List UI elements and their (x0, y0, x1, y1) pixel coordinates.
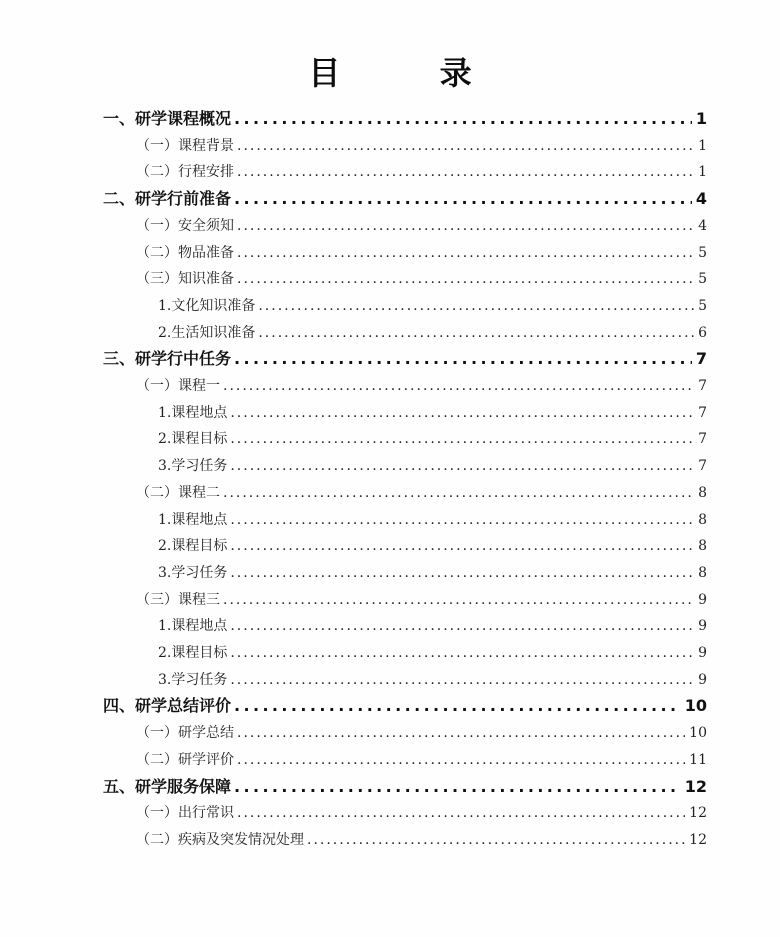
dot-leader (230, 507, 694, 533)
dot-leader (237, 133, 694, 159)
dot-leader (230, 560, 694, 586)
toc-entry-page-number: 4 (698, 217, 707, 234)
toc-entry-label: 1.文化知识准备 (158, 297, 256, 314)
toc-entry-label: 3.学习任务 (158, 458, 228, 475)
dot-leader (258, 320, 694, 346)
toc-entry-page-number: 9 (698, 618, 707, 635)
toc-entry-level-3[interactable] (158, 560, 707, 586)
toc-entry-page-number: 7 (698, 458, 707, 475)
toc-entry-level-3[interactable] (158, 667, 707, 693)
dot-leader (234, 186, 692, 212)
toc-entry-page-number: 5 (698, 271, 707, 288)
toc-entry-page-number: 12 (689, 831, 707, 848)
dot-leader (230, 613, 694, 639)
toc-entry-page-number: 7 (698, 431, 707, 448)
toc-entry-page-number: 12 (689, 805, 707, 822)
toc-entry-label: （二）研学评价 (136, 751, 234, 768)
toc-entry-level-2[interactable] (136, 133, 707, 159)
dot-leader (230, 533, 694, 559)
toc-entry-label: 二、研学行前准备 (103, 189, 232, 209)
toc-entry-label: 四、研学总结评价 (103, 696, 232, 716)
toc-entry-page-number: 1 (695, 109, 707, 128)
toc-entry-label: （一）研学总结 (136, 725, 234, 742)
toc-entry-level-3[interactable] (158, 507, 707, 533)
dot-leader (234, 346, 692, 372)
toc-entry-level-3[interactable] (158, 533, 707, 559)
toc-entry-page-number: 4 (695, 189, 707, 209)
toc-entry-label: （一）出行常识 (136, 805, 234, 822)
toc-entry-page-number: 8 (698, 564, 707, 581)
dot-leader (237, 800, 685, 826)
toc-entry-label: （三）知识准备 (136, 271, 234, 288)
toc-entry-label: 2.生活知识准备 (158, 324, 256, 341)
toc-entry-level-2[interactable] (136, 480, 707, 506)
toc-entry-page-number: 9 (698, 645, 707, 661)
toc-entry-level-2[interactable] (136, 747, 707, 773)
toc-entry-label: （二）课程二 (136, 484, 220, 501)
dot-leader (223, 587, 694, 613)
toc-entry-level-2[interactable] (136, 800, 707, 826)
dot-leader (230, 400, 694, 426)
toc-entry-level-3[interactable] (158, 293, 707, 319)
toc-entry-label: 2.课程目标 (158, 431, 228, 448)
toc-entry-label: （一）课程一 (136, 378, 220, 394)
toc-entry-label: 2.课程目标 (158, 645, 228, 661)
toc-entry-level-2[interactable] (136, 159, 707, 185)
toc-entry-page-number: 8 (698, 511, 707, 528)
page-title: 目 录 (308, 54, 516, 92)
toc-entry-page-number: 1 (698, 164, 707, 181)
dot-leader (234, 693, 681, 719)
toc-entry-label: 1.课程地点 (158, 618, 228, 635)
toc-entry-level-1[interactable] (103, 186, 707, 212)
toc-entry-page-number: 5 (698, 244, 707, 261)
dot-leader (237, 159, 694, 185)
toc-entry-level-2[interactable] (136, 720, 707, 746)
toc-entry-level-3[interactable] (158, 640, 707, 666)
toc-entry-page-number: 11 (689, 751, 707, 768)
toc-entry-page-number: 8 (698, 484, 707, 501)
dot-leader (237, 240, 694, 266)
toc-entry-level-1[interactable] (103, 106, 707, 132)
dot-leader (237, 720, 685, 746)
dot-leader (223, 480, 694, 506)
toc-entry-page-number: 1 (698, 137, 707, 154)
toc-entry-page-number: 8 (698, 538, 707, 555)
toc-entry-level-3[interactable] (158, 320, 707, 346)
dot-leader (237, 213, 694, 239)
toc-entry-level-3[interactable] (158, 426, 707, 452)
toc-entry-level-2[interactable] (136, 213, 707, 239)
dot-leader (230, 453, 694, 479)
toc-entry-label: 三、研学行中任务 (103, 349, 232, 369)
toc-entry-page-number: 10 (689, 725, 707, 742)
toc-entry-label: 2.课程目标 (158, 538, 228, 555)
toc-entry-label: （一）安全须知 (136, 217, 234, 234)
toc-entry-level-3[interactable] (158, 613, 707, 639)
dot-leader (237, 266, 694, 292)
toc-entry-label: （三）课程三 (136, 591, 220, 608)
dot-leader (234, 774, 681, 800)
dot-leader (230, 667, 694, 693)
toc-entry-level-1[interactable] (103, 346, 707, 372)
toc-entry-level-2[interactable] (136, 240, 707, 266)
toc-entry-level-2[interactable] (136, 266, 707, 292)
toc-entry-page-number: 6 (698, 324, 707, 341)
toc-entry-label: 3.学习任务 (158, 564, 228, 581)
dot-leader (234, 106, 692, 132)
dot-leader (258, 293, 694, 319)
toc-entry-page-number: 7 (698, 378, 707, 394)
toc-entry-label: 1.课程地点 (158, 404, 228, 421)
toc-entry-label: （二）行程安排 (136, 164, 234, 181)
toc-entry-level-3[interactable] (158, 400, 707, 426)
toc-entry-page-number: 7 (698, 404, 707, 421)
toc-entry-level-2[interactable] (136, 373, 707, 399)
toc-entry-page-number: 9 (698, 671, 707, 688)
dot-leader (230, 640, 694, 666)
dot-leader (307, 827, 685, 853)
toc-entry-label: 3.学习任务 (158, 671, 228, 688)
toc-entry-page-number: 7 (695, 349, 707, 369)
dot-leader (237, 747, 685, 773)
toc-entry-label: 1.课程地点 (158, 511, 228, 528)
toc-entry-page-number: 10 (684, 696, 707, 716)
toc-entry-label: 五、研学服务保障 (103, 776, 232, 796)
dot-leader (223, 373, 694, 399)
dot-leader (230, 426, 694, 452)
toc-entry-page-number: 5 (698, 297, 707, 314)
toc-entry-page-number: 12 (684, 776, 707, 796)
toc-entry-level-2[interactable] (136, 827, 707, 853)
toc-entry-label: （一）课程背景 (136, 137, 234, 154)
toc-entry-label: （二）物品准备 (136, 244, 234, 261)
toc-entry-level-3[interactable] (158, 453, 707, 479)
toc-entry-level-1[interactable] (103, 774, 707, 800)
toc-entry-label: （二）疾病及突发情况处理 (136, 831, 304, 848)
toc-entry-level-1[interactable] (103, 693, 707, 719)
toc-entry-level-2[interactable] (136, 587, 707, 613)
toc-entry-page-number: 9 (698, 591, 707, 608)
toc-entry-label: 一、研学课程概况 (103, 109, 232, 128)
